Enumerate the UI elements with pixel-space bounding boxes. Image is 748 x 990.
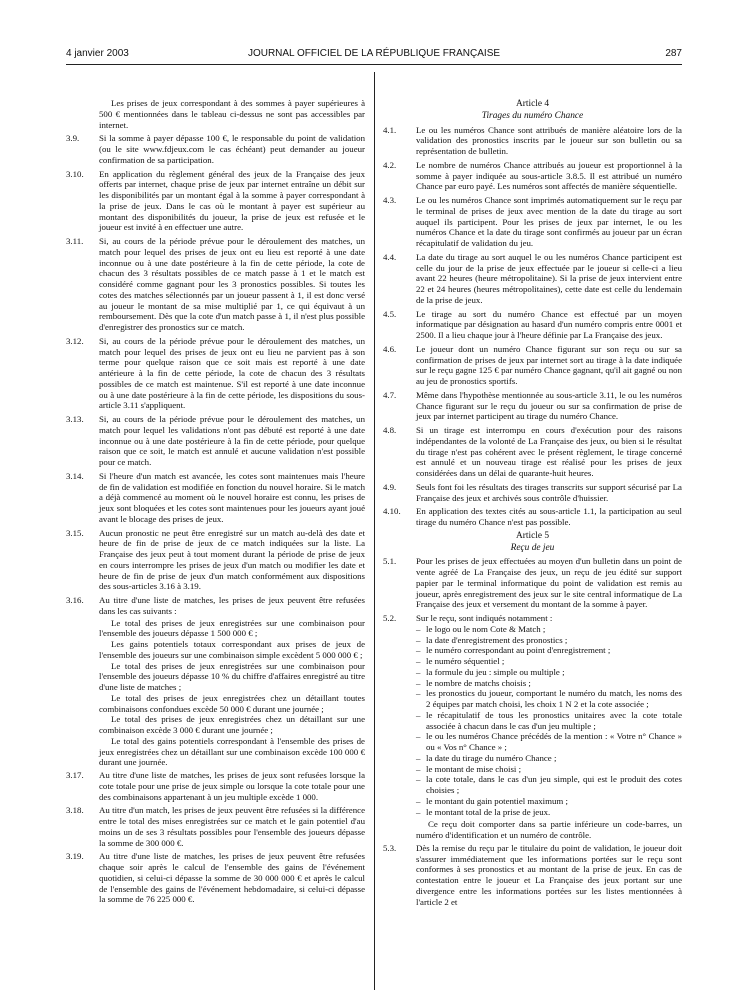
article-item xyxy=(383,482,682,504)
list-item: – la date du tirage du numéro Chance ; xyxy=(416,753,682,764)
item-text: En application des textes cités au sous-article 1.1, la participation au seul tirage du numéro Chance n'est pas possible. xyxy=(416,506,682,527)
list-item: – les pronostics du joueur, comportant le numéro du match, les noms des 2 équipes par match choisi, les choix 1 N 2 et la cote associée ; xyxy=(416,688,682,710)
item-text: Au titre d'une liste de matches, les prises de jeux peuvent être refusées dans les cas suivants : xyxy=(99,595,365,616)
article-5-heading: Article 5 xyxy=(515,530,550,541)
receipt-barcode-paragraph: Ce reçu doit comporter dans sa partie inférieure un code-barres, un numéro d'identification et un numéro de contrôle. xyxy=(416,819,682,840)
list-item: – la date d'enregistrement des pronostics ; xyxy=(416,635,682,646)
article-item xyxy=(66,169,365,234)
sub-paragraph: Les gains potentiels totaux correspondant aux prises de jeux de l'ensemble des joueurs sur une combinaison simple excèdent 5 000 000 € ; xyxy=(99,639,365,660)
article-item xyxy=(66,528,365,593)
item-number: 4.3. xyxy=(383,195,397,205)
list-item: – le numéro correspondant au point d'enregistrement ; xyxy=(416,645,682,656)
article-item xyxy=(66,471,365,525)
item-text: Si, au cours de la période prévue pour le déroulement des matches, un match pour lequel des prises de jeux ont eu lieu ne parvient pas à son terme pour quelque raison que ce soit mais est reporté à une date antérieure à la fin de cette période, la cote de chacun des 3 résultats possibles de ce match est maintenue. S'il est reporté à une date inconnue ou à une date postérieure à la fin de cette période, les dispositions du sous-article 3.11 s'appliquent. xyxy=(99,335,365,411)
item-number: 4.10. xyxy=(383,506,401,517)
header-title: JOURNAL OFFICIEL DE LA RÉPUBLIQUE FRANÇAISE xyxy=(247,48,501,59)
article-item xyxy=(383,160,682,192)
item-number: 3.16. xyxy=(66,595,84,605)
item-text: Le tirage au sort du numéro Chance est effectué par un moyen informatique par désignation au hasard d'un numéro compris entre 0001 et 2500. Il a lieu chaque jour à l'heure définie par La Française des jeux. xyxy=(416,308,682,340)
article-item xyxy=(66,805,365,848)
item-number: 5.3. xyxy=(383,842,397,853)
article-item xyxy=(66,336,365,411)
article-item xyxy=(383,843,682,908)
item-number: 4.2. xyxy=(383,159,397,170)
item-text: Le ou les numéros Chance sont imprimés automatiquement sur le reçu par le terminal de prises de jeux avec mention de la date du tirage au sort auquel ils participent. Pour les prises de jeux par internet, le ou les numéros Chance et la date du tirage sont confirmés au joueur par un écran récapitulatif de validation du jeu. xyxy=(416,195,682,248)
item-number: 3.13. xyxy=(66,414,84,424)
article-item xyxy=(383,309,682,341)
left-column xyxy=(66,98,365,908)
item-text: La date du tirage au sort auquel le ou les numéros Chance participent est celle du jour de la prise de jeux effectuée par le joueur si celle-ci a lieu avant 22 heures (heure métropolitaine). Si la prise de jeux intervient entre 22 et 24 heures (heures métropolitaines), cette date est celle du lendemain de la prise de jeux. xyxy=(416,251,682,305)
intro-paragraph: Les prises de jeux correspondant à des sommes à payer supérieures à 500 € mentionnées dans le tableau ci-dessus ne sont pas accessibles par internet. xyxy=(99,98,365,130)
item-text: Si la somme à payer dépasse 100 €, le responsable du point de validation (ou le site www.fdjeux.com le cas échéant) peut demander au joueur confirmation de sa participation. xyxy=(99,133,365,165)
article-item xyxy=(383,390,682,422)
item-number: 4.1. xyxy=(383,124,397,135)
list-item: – le montant du gain potentiel maximum ; xyxy=(416,796,682,807)
sub-paragraph: Le total des prises de jeux enregistrées sur une combinaison pour l'ensemble des joueurs dépasse 1 500 000 € ; xyxy=(99,617,365,639)
article-item xyxy=(66,770,365,802)
list-item: – le nombre de matchs choisis ; xyxy=(416,678,682,689)
item-number: 3.12. xyxy=(66,335,84,346)
item-text: Même dans l'hypothèse mentionnée au sous-article 3.11, le ou les numéros Chance figurant sur le reçu du joueur ou sur sa confirmation de prise de jeux par internet participent au tirage du numéro Chance. xyxy=(416,389,682,422)
article-item xyxy=(383,506,682,528)
item-text: Si, au cours de la période prévue pour le déroulement des matches, un match pour lequel les validations n'ont pas débuté est reporté à une date inconnue ou à une date postérieure à la fin de cette période, pour quelque raison que ce soit, le match est annulé et aucune validation n'est possible pour ce match. xyxy=(99,414,365,467)
item-number: 3.15. xyxy=(66,527,84,538)
article-item xyxy=(66,236,365,333)
item-number: 4.5. xyxy=(383,308,397,319)
item-text: Le joueur dont un numéro Chance figurant sur son reçu ou sur sa confirmation de prises de jeux par internet sort au tirage à la date indiquée sur le reçu gagne 125 € par numéro Chance gagnant, qu'il ait gagné ou non au jeu de pronostics sportifs. xyxy=(416,343,682,386)
article-item xyxy=(383,252,682,306)
item-text: Au titre d'un match, les prises de jeux peuvent être refusées si la différence entre le total des mises enregistrées sur ce match et le gain potentiel d'au moins un de ses 3 résultats possibles pour l'ensemble des joueurs dépasse la somme de 300 000 €. xyxy=(99,805,365,848)
list-item: – le montant total de la prise de jeux. xyxy=(416,807,682,818)
list-item: – le ou les numéros Chance précédés de la mention : « Votre n° Chance » ou « Vos n° Chance » ; xyxy=(416,731,682,753)
list-item: – le logo ou le nom Cote & Match ; xyxy=(416,624,682,635)
item-text: En application du règlement général des jeux de la Française des jeux offerts par internet, chaque prise de jeux par internet entraîne un débit sur les disponibilités par un montant égal à la somme à payer correspondant à la prise de jeux. Dans le cas où le montant à payer est supérieur au montant des disponibilités du joueur, la prise de jeux est refusée et le joueur est invité à en effectuer une autre. xyxy=(99,168,365,233)
article-item xyxy=(383,344,682,387)
item-text: Aucun pronostic ne peut être enregistré sur un match au-delà des date et heure de fin de prise de jeux de ce match indiquées sur la liste. La Française des jeux peut à tout moment durant la période de prise de jeux en cours interrompre les prises de jeux d'un match ou modifier les date et heure de fin de prise de jeux d'un match conformément aux dispositions des sous-articles 3.16 à 3.19. xyxy=(99,527,365,592)
item-number: 5.1. xyxy=(383,556,397,567)
list-item: – le montant de mise choisi ; xyxy=(416,764,682,775)
sub-paragraph: Le total des gains potentiels correspondant à l'ensemble des prises de jeux enregistrées chez un détaillant sur une combinaison excède 100 000 € durant une journée. xyxy=(99,735,365,768)
item-number: 5.2. xyxy=(383,613,397,623)
item-number: 3.17. xyxy=(66,770,84,780)
sub-paragraph: Le total des prises de jeux enregistrées chez un détaillant sur une combinaison excède 3 000 € durant une journée ; xyxy=(99,714,365,735)
item-text: Si l'heure d'un match est avancée, les cotes sont maintenues mais l'heure de fin de validation est modifiée en fonction du nouvel horaire. Si le match a déjà commencé au moment où le nouvel horaire est connu, les prises de jeux sont bloquées et les cotes sont maintenues pour les joueurs ayant joué avant le blocage des prises de jeux. xyxy=(99,470,365,524)
item-number: 3.18. xyxy=(66,805,84,816)
item-number: 3.11. xyxy=(66,236,84,246)
article-item xyxy=(383,125,682,157)
item-text: Au titre d'une liste de matches, les prises de jeux peuvent être refusées chaque soir après le calcul de l'ensemble des gains de l'événement quotidien, si celui-ci dépasse la somme de 30 000 000 € et après le calcul de l'ensemble des gains de l'événement hebdomadaire, si celui-ci dépasse la somme de 76 225 000 €. xyxy=(99,851,365,905)
article-item xyxy=(383,195,682,249)
receipt-fields-list xyxy=(383,624,682,818)
page-number: 287 xyxy=(665,48,682,59)
item-number: 3.19. xyxy=(66,851,84,862)
article-5-subtitle: Reçu de jeu xyxy=(510,542,555,553)
article-4-heading: Article 4 xyxy=(515,99,550,109)
item-number: 4.9. xyxy=(383,481,397,492)
header-rule xyxy=(66,64,682,65)
item-number: 3.9. xyxy=(66,133,80,144)
article-item xyxy=(66,595,365,617)
list-item: – le numéro séquentiel ; xyxy=(416,656,682,667)
sub-316-list xyxy=(66,618,365,769)
article-item xyxy=(66,851,365,905)
column-divider xyxy=(374,72,375,990)
item-number: 3.14. xyxy=(66,470,84,481)
item-text: Le ou les numéros Chance sont attribués de manière aléatoire lors de la validation des pronostics inscrits par le joueur sur son bulletin ou sa représentation de bulletin. xyxy=(416,124,682,156)
list-item: – la formule du jeu : simple ou multiple ; xyxy=(416,667,682,678)
item-text: Seuls font foi les résultats des tirages transcrits sur support sécurisé par La Française des jeux et archivés sous contrôle d'huissier. xyxy=(416,481,682,503)
item-text: Sur le reçu, sont indiqués notamment : xyxy=(416,613,553,623)
sub-paragraph: Le total des prises de jeux enregistrées sur une combinaison pour l'ensemble des joueurs dépasse 10 % du chiffre d'affaires enregistré au titre d'une liste de matches ; xyxy=(99,660,365,692)
item-text: Si, au cours de la période prévue pour le déroulement des matches, un match pour lequel des prises de jeux ont eu lieu est reporté à une date inconnue ou à une date postérieure à la fin de cette période, la cote de chacun des 3 résultats possibles de ce match passe à 1 et le match est considéré comme gagnant pour les 3 pronostics possibles. Si toutes les cotes des matches sélectionnés par un joueur passent à 1, il est donc versé au joueur le montant de sa mise multiplié par 1, ce qui équivaut à un remboursement. Dès que la cote d'un match passe à 1, il n'est plus possible d'enregistrer des pronostics sur ce match. xyxy=(99,236,365,332)
right-column xyxy=(383,98,682,910)
item-text: Si un tirage est interrompu en cours d'exécution pour des raisons indépendantes de la volonté de La Française des jeux, ou bien si le résultat du tirage n'est pas cohérent avec le présent règlement, le tirage concerné est annulé et un nouveau tirage est réalisé pour les prises de jeux considérées dans un délai de quarante-huit heures. xyxy=(416,425,682,478)
item-number: 4.6. xyxy=(383,343,397,354)
item-text: Pour les prises de jeux effectuées au moyen d'un bulletin dans un point de vente agréé de La Française des jeux, un reçu de jeu édité sur support papier par le terminal informatique du point de validation est remis au joueur, après enregistrement des jeux sur le site central informatique de La Française des jeux et versement du montant de la somme à payer. xyxy=(416,556,682,610)
article-4-subtitle: Tirages du numéro Chance xyxy=(481,110,584,121)
item-number: 4.4. xyxy=(383,251,397,262)
article-item xyxy=(66,133,365,165)
item-text: Au titre d'une liste de matches, les prises de jeux sont refusées lorsque la cote totale pour une prise de jeux simple ou lorsque la cote totale pour une des combinaisons appartenant à un jeu multiple excède 1 000. xyxy=(99,770,365,802)
item-number: 4.8. xyxy=(383,425,397,435)
item-text: Le nombre de numéros Chance attribués au joueur est proportionnel à la somme à payer indiquée au sous-article 3.8.5. Il est attribué un numéro Chance par euro payé. Les numéros sont affectés de manière séquentielle. xyxy=(416,159,682,192)
item-text: Dès la remise du reçu par le titulaire du point de validation, le joueur doit s'assurer immédiatement que les informations portées sur le reçu sont conformes à ses pronostics et au montant de la prise de jeux. En cas de contestation entre le joueur et La Française des jeux portant sur une divergence entre les informations portées sur les listes mentionnées à l'article 2 et xyxy=(416,842,682,907)
list-item: – la cote totale, dans le cas d'un jeu simple, qui est le produit des cotes choisies ; xyxy=(416,774,682,796)
list-item: – le récapitulatif de tous les pronostics unitaires avec la cote totale associée à chacun dans le cas d'un jeu multiple ; xyxy=(416,710,682,732)
article-item xyxy=(383,425,682,479)
header-date: 4 janvier 2003 xyxy=(66,48,129,59)
article-item xyxy=(383,613,682,624)
item-number: 3.10. xyxy=(66,168,84,179)
page-header xyxy=(66,48,682,64)
article-item xyxy=(66,414,365,468)
article-item xyxy=(383,556,682,610)
item-number: 4.7. xyxy=(383,389,397,400)
sub-paragraph: Le total des prises de jeux enregistrées chez un détaillant toutes combinaisons confondues excède 50 000 € durant une journée ; xyxy=(99,692,365,714)
